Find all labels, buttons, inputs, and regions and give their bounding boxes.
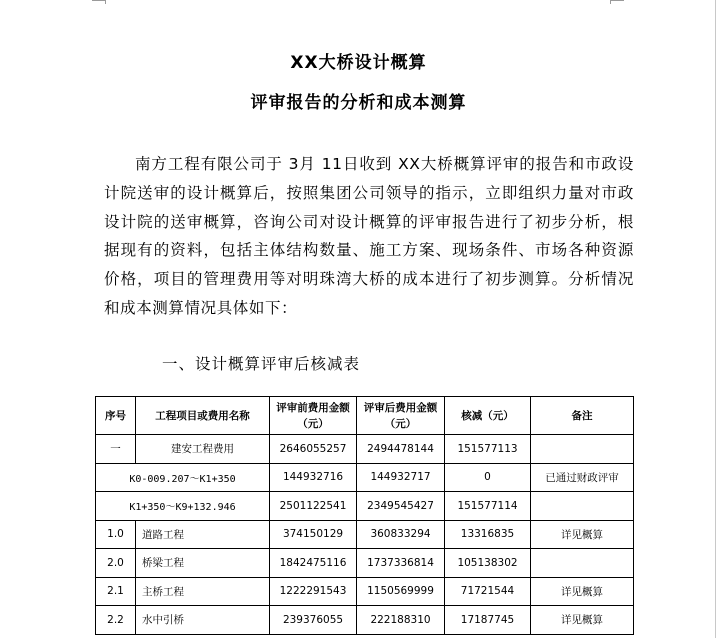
intro-paragraph: 南方工程有限公司于 3月 11日收到 XX大桥概算评审的报告和市政设计院送审的设计概算后，按照集团公司领导的指示，立即组织力量对市政设计院的送审概算，咨询公司对设计概算的评审报告进行了初步分析，根据现有的资料，包括主体结构数量、施工方案、现场条件、市场各种资源价格，项目的管理费用等对明珠湾大桥的成本进行了初步测算。分析情况和成本测算情况具体如下：: [104, 155, 634, 317]
cell-reduction: 151577113: [445, 435, 531, 464]
cell-before: 374150129: [270, 520, 357, 549]
cell-after: 1150569999: [357, 577, 445, 606]
cell-seq: 2.0: [96, 549, 136, 578]
cell-reduction: 151577114: [445, 492, 531, 521]
table-row: [96, 606, 634, 635]
cell-after: 360833294: [357, 520, 445, 549]
cell-reduction: 17187745: [445, 606, 531, 635]
cell-remark: 已通过财政评审: [531, 463, 634, 492]
page-corner-mark-right-v: [610, 0, 611, 4]
page-corner-mark-left-h: [92, 0, 106, 1]
cell-seq: 1.0: [96, 520, 136, 549]
cell-remark: [531, 549, 634, 578]
cell-item: K0-009.207～K1+350: [96, 463, 270, 492]
cell-remark: [531, 492, 634, 521]
cell-after: 144932717: [357, 463, 445, 492]
page-corner-mark-left-v: [105, 0, 106, 4]
page-corner-mark-right-h: [610, 0, 624, 1]
cell-before: 2646055257: [270, 435, 357, 464]
header-reduction: 核减（元）: [445, 397, 531, 435]
cell-before: 2501122541: [270, 492, 357, 521]
cell-remark: 详见概算: [531, 520, 634, 549]
cell-reduction: 105138302: [445, 549, 531, 578]
cell-seq: 一: [96, 435, 136, 464]
budget-reduction-table: [95, 396, 634, 635]
document-title-line-2: 评审报告的分析和成本测算: [250, 93, 467, 113]
cell-seq: 2.1: [96, 577, 136, 606]
cell-reduction: 71721544: [445, 577, 531, 606]
table-row: [96, 492, 634, 521]
table-header-row: [96, 397, 634, 435]
cell-reduction: 13316835: [445, 520, 531, 549]
cell-item: 主桥工程: [136, 577, 270, 606]
cell-before: 239376055: [270, 606, 357, 635]
cell-after: 2349545427: [357, 492, 445, 521]
section-heading: 一、设计概算评审后核减表: [162, 355, 361, 373]
cell-reduction: 0: [445, 463, 531, 492]
cell-remark: [531, 435, 634, 464]
cell-before: 144932716: [270, 463, 357, 492]
table-row: [96, 435, 634, 464]
header-item: 工程项目或费用名称: [136, 397, 270, 435]
table-row: [96, 463, 634, 492]
cell-remark: 详见概算: [531, 606, 634, 635]
header-seq: 序号: [96, 397, 136, 435]
cell-item: 建安工程费用: [136, 435, 270, 464]
cell-before: 1842475116: [270, 549, 357, 578]
table-row: [96, 520, 634, 549]
cell-seq: 2.2: [96, 606, 136, 635]
cell-before: 1222291543: [270, 577, 357, 606]
cell-item: 水中引桥: [136, 606, 270, 635]
cell-after: 222188310: [357, 606, 445, 635]
header-before: 评审前费用金额（元）: [270, 397, 357, 435]
cell-item: K1+350～K9+132.946: [96, 492, 270, 521]
header-after: 评审后费用金额（元）: [357, 397, 445, 435]
header-remark: 备注: [531, 397, 634, 435]
document-title-line-1: XX大桥设计概算: [290, 53, 427, 73]
table-row: [96, 577, 634, 606]
cell-remark: 详见概算: [531, 577, 634, 606]
cell-item: 道路工程: [136, 520, 270, 549]
cell-after: 1737336814: [357, 549, 445, 578]
table-row: [96, 549, 634, 578]
cell-item: 桥梁工程: [136, 549, 270, 578]
cell-after: 2494478144: [357, 435, 445, 464]
